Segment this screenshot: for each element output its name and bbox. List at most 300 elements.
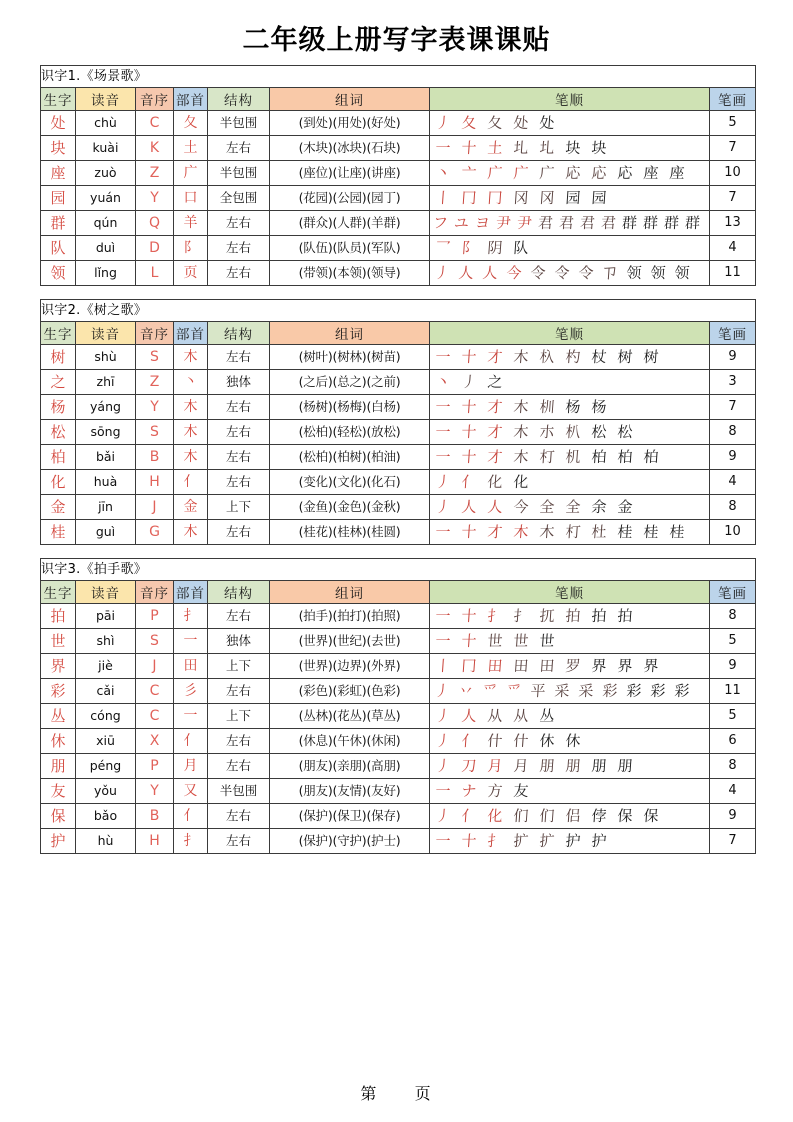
- column-header-pinyin: 读音: [76, 322, 136, 345]
- cell-character: 松: [41, 420, 76, 445]
- cell-character: 处: [41, 111, 76, 136]
- cell-stroke-order: [430, 236, 710, 261]
- stroke-step: 扤: [538, 607, 556, 625]
- stroke-step: 応: [590, 164, 608, 182]
- cell-pinyin: yǒu: [76, 779, 136, 804]
- cell-structure: 左右: [208, 261, 270, 286]
- stroke-step: 杓: [564, 348, 582, 366]
- cell-pinyin: bǎo: [76, 804, 136, 829]
- stroke-step: 一: [434, 423, 452, 441]
- table-row: [41, 495, 756, 520]
- cell-stroke-order: [430, 829, 710, 854]
- column-header-zuci: 组词: [270, 88, 430, 111]
- stroke-step: 阴: [486, 239, 504, 257]
- column-header-bishun: 笔顺: [430, 581, 710, 604]
- cell-radical: 页: [174, 261, 208, 286]
- stroke-step: 采: [553, 682, 571, 700]
- cell-character: 领: [41, 261, 76, 286]
- cell-stroke-count: 7: [710, 136, 756, 161]
- stroke-step: 一: [434, 832, 452, 850]
- cell-stroke-count: 8: [710, 420, 756, 445]
- column-header-zuci: 组词: [270, 581, 430, 604]
- cell-radical: 扌: [174, 829, 208, 854]
- stroke-step: 丨: [434, 657, 452, 675]
- cell-stroke-count: 13: [710, 211, 756, 236]
- stroke-step: 木: [512, 523, 530, 541]
- cell-initial-letter: Z: [136, 370, 174, 395]
- stroke-step: 十: [460, 832, 478, 850]
- cell-character: 桂: [41, 520, 76, 545]
- stroke-step: 朳: [564, 423, 582, 441]
- stroke-step: 金: [616, 498, 634, 516]
- cell-pinyin: zhī: [76, 370, 136, 395]
- stroke-step: 群: [621, 214, 638, 232]
- cell-structure: 上下: [208, 495, 270, 520]
- column-header-zi: 生字: [41, 88, 76, 111]
- stroke-step: 柏: [642, 448, 660, 466]
- cell-radical: 彡: [174, 679, 208, 704]
- cell-initial-letter: L: [136, 261, 174, 286]
- stroke-step: 桂: [616, 523, 634, 541]
- cell-words: (金鱼)(金色)(金秋): [270, 495, 430, 520]
- stroke-step: 杊: [538, 398, 556, 416]
- stroke-step: 块: [564, 139, 582, 157]
- stroke-step: 亠: [460, 164, 478, 182]
- cell-initial-letter: C: [136, 679, 174, 704]
- cell-radical: 木: [174, 445, 208, 470]
- stroke-step: 圠: [538, 139, 556, 157]
- cell-structure: 左右: [208, 729, 270, 754]
- stroke-step: 一: [434, 348, 452, 366]
- stroke-step: 尹: [495, 214, 512, 232]
- cell-character: 友: [41, 779, 76, 804]
- stroke-step: 友: [512, 782, 530, 800]
- stroke-step: 杜: [590, 523, 608, 541]
- cell-stroke-count: 3: [710, 370, 756, 395]
- stroke-step: 世: [486, 632, 504, 650]
- cell-pinyin: guì: [76, 520, 136, 545]
- stroke-step: 休: [538, 732, 556, 750]
- stroke-step: 𰆊: [601, 264, 619, 282]
- cell-stroke-order: [430, 495, 710, 520]
- cell-structure: 左右: [208, 136, 270, 161]
- stroke-step: 丿: [434, 807, 452, 825]
- stroke-step: 侼: [590, 807, 608, 825]
- stroke-step: 树: [616, 348, 634, 366]
- cell-structure: 左右: [208, 829, 270, 854]
- stroke-step: 爫: [505, 682, 523, 700]
- cell-pinyin: yuán: [76, 186, 136, 211]
- stroke-step: 朾: [564, 523, 582, 541]
- stroke-step: 爫: [481, 682, 499, 700]
- cell-pinyin: lǐng: [76, 261, 136, 286]
- stroke-step: 君: [558, 214, 575, 232]
- cell-pinyin: cóng: [76, 704, 136, 729]
- stroke-step: 采: [577, 682, 595, 700]
- cell-structure: 左右: [208, 804, 270, 829]
- stroke-step: 木: [512, 348, 530, 366]
- cell-stroke-order: [430, 729, 710, 754]
- cell-stroke-order: [430, 445, 710, 470]
- stroke-step: 平: [529, 682, 547, 700]
- stroke-step: 处: [512, 114, 530, 132]
- stroke-step: 界: [590, 657, 608, 675]
- stroke-step: 木: [512, 423, 530, 441]
- footer-suffix: 页: [414, 1084, 433, 1103]
- stroke-step: 丿: [433, 682, 451, 700]
- cell-words: (之后)(总之)(之前): [270, 370, 430, 395]
- stroke-step: 丨: [434, 189, 452, 207]
- stroke-step: 朩: [538, 423, 556, 441]
- table-row: [41, 520, 756, 545]
- stroke-step: 丶: [434, 373, 452, 391]
- stroke-step: 扌: [512, 607, 530, 625]
- stroke-step: 桂: [642, 523, 660, 541]
- table-row: [41, 604, 756, 629]
- cell-stroke-count: 8: [710, 495, 756, 520]
- cell-initial-letter: G: [136, 520, 174, 545]
- stroke-step: 领: [625, 264, 643, 282]
- stroke-step: 朋: [538, 757, 556, 775]
- table-row: [41, 161, 756, 186]
- stroke-step: 丿: [460, 373, 478, 391]
- stroke-step: 才: [486, 348, 504, 366]
- stroke-step: 处: [538, 114, 556, 132]
- cell-words: (朋友)(友情)(友好): [270, 779, 430, 804]
- stroke-step: 们: [538, 807, 556, 825]
- column-header-jiegou: 结构: [208, 322, 270, 345]
- stroke-step: 机: [564, 448, 582, 466]
- stroke-step: 之: [486, 373, 504, 391]
- cell-words: (群众)(人群)(羊群): [270, 211, 430, 236]
- cell-pinyin: kuài: [76, 136, 136, 161]
- stroke-step: 朾: [538, 448, 556, 466]
- stroke-step: 座: [642, 164, 660, 182]
- cell-stroke-count: 11: [710, 261, 756, 286]
- cell-radical: 金: [174, 495, 208, 520]
- cell-stroke-count: 8: [710, 604, 756, 629]
- table-row: [41, 804, 756, 829]
- stroke-step: ナ: [460, 782, 478, 800]
- stroke-step: ヨ: [474, 214, 491, 232]
- stroke-step: 一: [434, 398, 452, 416]
- cell-radical: 木: [174, 520, 208, 545]
- stroke-step: 园: [564, 189, 582, 207]
- stroke-step: 方: [486, 782, 504, 800]
- lesson-table: [40, 299, 756, 545]
- stroke-step: 夂: [460, 114, 478, 132]
- cell-pinyin: jīn: [76, 495, 136, 520]
- stroke-step: 群: [642, 214, 659, 232]
- cell-stroke-order: [430, 136, 710, 161]
- stroke-step: 丷: [457, 682, 475, 700]
- stroke-step: 保: [642, 807, 660, 825]
- table-row: [41, 395, 756, 420]
- cell-character: 休: [41, 729, 76, 754]
- cell-character: 拍: [41, 604, 76, 629]
- stroke-step: 全: [538, 498, 556, 516]
- stroke-step: 亻: [460, 732, 478, 750]
- cell-structure: 左右: [208, 236, 270, 261]
- stroke-step: 朋: [590, 757, 608, 775]
- cell-structure: 左右: [208, 679, 270, 704]
- column-header-yinxu: 音序: [136, 88, 174, 111]
- cell-initial-letter: P: [136, 604, 174, 629]
- stroke-step: 扌: [486, 607, 504, 625]
- stroke-step: 人: [481, 264, 499, 282]
- column-header-jiegou: 结构: [208, 88, 270, 111]
- cell-pinyin: duì: [76, 236, 136, 261]
- cell-words: (世界)(世纪)(去世): [270, 629, 430, 654]
- cell-character: 世: [41, 629, 76, 654]
- stroke-step: 块: [590, 139, 608, 157]
- cell-character: 化: [41, 470, 76, 495]
- stroke-step: 今: [505, 264, 523, 282]
- cell-words: (到处)(用处)(好处): [270, 111, 430, 136]
- stroke-step: 广: [512, 164, 530, 182]
- cell-stroke-order: [430, 211, 710, 236]
- column-header-yinxu: 音序: [136, 581, 174, 604]
- stroke-step: 杨: [590, 398, 608, 416]
- stroke-step: 十: [460, 398, 478, 416]
- lesson-caption: 识字3.《拍手歌》: [41, 559, 756, 581]
- column-header-bushou: 部首: [174, 322, 208, 345]
- cell-initial-letter: C: [136, 704, 174, 729]
- cell-words: (彩色)(彩虹)(色彩): [270, 679, 430, 704]
- cell-stroke-count: 5: [710, 629, 756, 654]
- stroke-step: 队: [512, 239, 530, 257]
- cell-initial-letter: X: [136, 729, 174, 754]
- cell-stroke-count: 4: [710, 779, 756, 804]
- stroke-step: 群: [684, 214, 701, 232]
- cell-words: (松柏)(轻松)(放松): [270, 420, 430, 445]
- stroke-step: 化: [512, 473, 530, 491]
- column-header-bihua: 笔画: [710, 322, 756, 345]
- cell-stroke-count: 6: [710, 729, 756, 754]
- cell-stroke-order: [430, 629, 710, 654]
- table-row: [41, 261, 756, 286]
- cell-pinyin: pāi: [76, 604, 136, 629]
- cell-structure: 半包围: [208, 161, 270, 186]
- cell-initial-letter: Q: [136, 211, 174, 236]
- table-row: [41, 829, 756, 854]
- cell-structure: 左右: [208, 754, 270, 779]
- stroke-step: 杁: [538, 348, 556, 366]
- cell-initial-letter: J: [136, 654, 174, 679]
- stroke-step: 人: [457, 264, 475, 282]
- stroke-step: 园: [590, 189, 608, 207]
- stroke-step: 才: [486, 398, 504, 416]
- stroke-step: 十: [460, 607, 478, 625]
- cell-pinyin: xiū: [76, 729, 136, 754]
- column-header-bihua: 笔画: [710, 581, 756, 604]
- lesson-caption: 识字1.《场景歌》: [41, 66, 756, 88]
- cell-character: 树: [41, 345, 76, 370]
- cell-stroke-order: [430, 470, 710, 495]
- cell-pinyin: huà: [76, 470, 136, 495]
- cell-radical: 阝: [174, 236, 208, 261]
- stroke-step: 一: [434, 139, 452, 157]
- cell-radical: 田: [174, 654, 208, 679]
- cell-initial-letter: D: [136, 236, 174, 261]
- stroke-step: 夂: [486, 114, 504, 132]
- stroke-step: 冂: [460, 189, 478, 207]
- tables-container: [0, 65, 793, 854]
- stroke-step: 彩: [673, 682, 691, 700]
- cell-radical: 亻: [174, 729, 208, 754]
- cell-structure: 左右: [208, 520, 270, 545]
- table-row: [41, 211, 756, 236]
- stroke-step: 侣: [564, 807, 582, 825]
- cell-radical: 又: [174, 779, 208, 804]
- cell-structure: 左右: [208, 445, 270, 470]
- cell-character: 块: [41, 136, 76, 161]
- cell-words: (座位)(让座)(讲座): [270, 161, 430, 186]
- stroke-step: 拍: [564, 607, 582, 625]
- cell-stroke-order: [430, 804, 710, 829]
- cell-character: 朋: [41, 754, 76, 779]
- cell-stroke-count: 5: [710, 111, 756, 136]
- cell-radical: 月: [174, 754, 208, 779]
- cell-structure: 左右: [208, 604, 270, 629]
- stroke-step: 柏: [590, 448, 608, 466]
- cell-words: (木块)(冰块)(石块): [270, 136, 430, 161]
- cell-initial-letter: B: [136, 445, 174, 470]
- cell-stroke-count: 7: [710, 829, 756, 854]
- column-header-bushou: 部首: [174, 581, 208, 604]
- stroke-step: 阝: [460, 239, 478, 257]
- stroke-step: 人: [460, 707, 478, 725]
- stroke-step: 令: [529, 264, 547, 282]
- cell-stroke-order: [430, 370, 710, 395]
- stroke-step: 界: [616, 657, 634, 675]
- stroke-step: 休: [564, 732, 582, 750]
- cell-words: (休息)(午休)(休闲): [270, 729, 430, 754]
- stroke-step: 丿: [434, 473, 452, 491]
- stroke-step: 丿: [433, 264, 451, 282]
- cell-radical: 广: [174, 161, 208, 186]
- cell-radical: 扌: [174, 604, 208, 629]
- stroke-step: 从: [486, 707, 504, 725]
- cell-character: 保: [41, 804, 76, 829]
- cell-stroke-count: 10: [710, 520, 756, 545]
- cell-radical: 口: [174, 186, 208, 211]
- stroke-step: 冂: [460, 657, 478, 675]
- table-row: [41, 111, 756, 136]
- cell-pinyin: yáng: [76, 395, 136, 420]
- table-row: [41, 729, 756, 754]
- cell-initial-letter: Y: [136, 395, 174, 420]
- stroke-step: 才: [486, 423, 504, 441]
- cell-words: (保护)(守护)(护士): [270, 829, 430, 854]
- table-row: [41, 136, 756, 161]
- stroke-step: 丿: [434, 707, 452, 725]
- cell-words: (松柏)(柏树)(柏油): [270, 445, 430, 470]
- stroke-step: 十: [460, 632, 478, 650]
- cell-structure: 左右: [208, 395, 270, 420]
- stroke-step: 化: [486, 807, 504, 825]
- cell-initial-letter: S: [136, 420, 174, 445]
- stroke-step: 田: [512, 657, 530, 675]
- cell-stroke-order: [430, 604, 710, 629]
- table-row: [41, 370, 756, 395]
- stroke-step: 朋: [564, 757, 582, 775]
- cell-stroke-order: [430, 395, 710, 420]
- stroke-step: 从: [512, 707, 530, 725]
- cell-pinyin: péng: [76, 754, 136, 779]
- stroke-step: 十: [460, 423, 478, 441]
- cell-stroke-order: [430, 111, 710, 136]
- stroke-step: 亻: [460, 807, 478, 825]
- cell-stroke-order: [430, 161, 710, 186]
- table-row: [41, 420, 756, 445]
- cell-pinyin: bǎi: [76, 445, 136, 470]
- cell-stroke-order: [430, 754, 710, 779]
- stroke-step: 田: [538, 657, 556, 675]
- cell-pinyin: cǎi: [76, 679, 136, 704]
- cell-stroke-count: 11: [710, 679, 756, 704]
- cell-initial-letter: P: [136, 754, 174, 779]
- column-header-zi: 生字: [41, 581, 76, 604]
- cell-pinyin: shì: [76, 629, 136, 654]
- stroke-step: 广: [486, 164, 504, 182]
- table-row: [41, 654, 756, 679]
- table-row: [41, 779, 756, 804]
- stroke-step: 応: [616, 164, 634, 182]
- cell-stroke-count: 9: [710, 804, 756, 829]
- lesson-table: [40, 65, 756, 286]
- cell-radical: 土: [174, 136, 208, 161]
- cell-structure: 左右: [208, 420, 270, 445]
- cell-pinyin: shù: [76, 345, 136, 370]
- cell-structure: 左右: [208, 470, 270, 495]
- stroke-step: 余: [590, 498, 608, 516]
- stroke-step: 世: [512, 632, 530, 650]
- cell-stroke-count: 7: [710, 186, 756, 211]
- cell-pinyin: chù: [76, 111, 136, 136]
- cell-stroke-order: [430, 261, 710, 286]
- cell-stroke-count: 10: [710, 161, 756, 186]
- stroke-step: 桂: [668, 523, 686, 541]
- column-header-jiegou: 结构: [208, 581, 270, 604]
- stroke-step: 广: [538, 164, 556, 182]
- cell-words: (变化)(文化)(化石): [270, 470, 430, 495]
- cell-pinyin: sōng: [76, 420, 136, 445]
- cell-pinyin: qún: [76, 211, 136, 236]
- stroke-step: 松: [616, 423, 634, 441]
- cell-words: (花园)(公园)(园丁): [270, 186, 430, 211]
- column-header-yinxu: 音序: [136, 322, 174, 345]
- table-row: [41, 236, 756, 261]
- stroke-step: 彩: [649, 682, 667, 700]
- cell-character: 园: [41, 186, 76, 211]
- cell-character: 队: [41, 236, 76, 261]
- cell-initial-letter: Y: [136, 779, 174, 804]
- table-row: [41, 679, 756, 704]
- cell-stroke-order: [430, 654, 710, 679]
- cell-initial-letter: S: [136, 345, 174, 370]
- stroke-step: 罗: [564, 657, 582, 675]
- stroke-step: 扩: [538, 832, 556, 850]
- stroke-step: 们: [512, 807, 530, 825]
- stroke-step: ユ: [453, 214, 470, 232]
- stroke-step: 拍: [616, 607, 634, 625]
- stroke-step: 化: [486, 473, 504, 491]
- stroke-step: 十: [460, 448, 478, 466]
- cell-structure: 独体: [208, 629, 270, 654]
- cell-stroke-count: 4: [710, 236, 756, 261]
- table-row: [41, 186, 756, 211]
